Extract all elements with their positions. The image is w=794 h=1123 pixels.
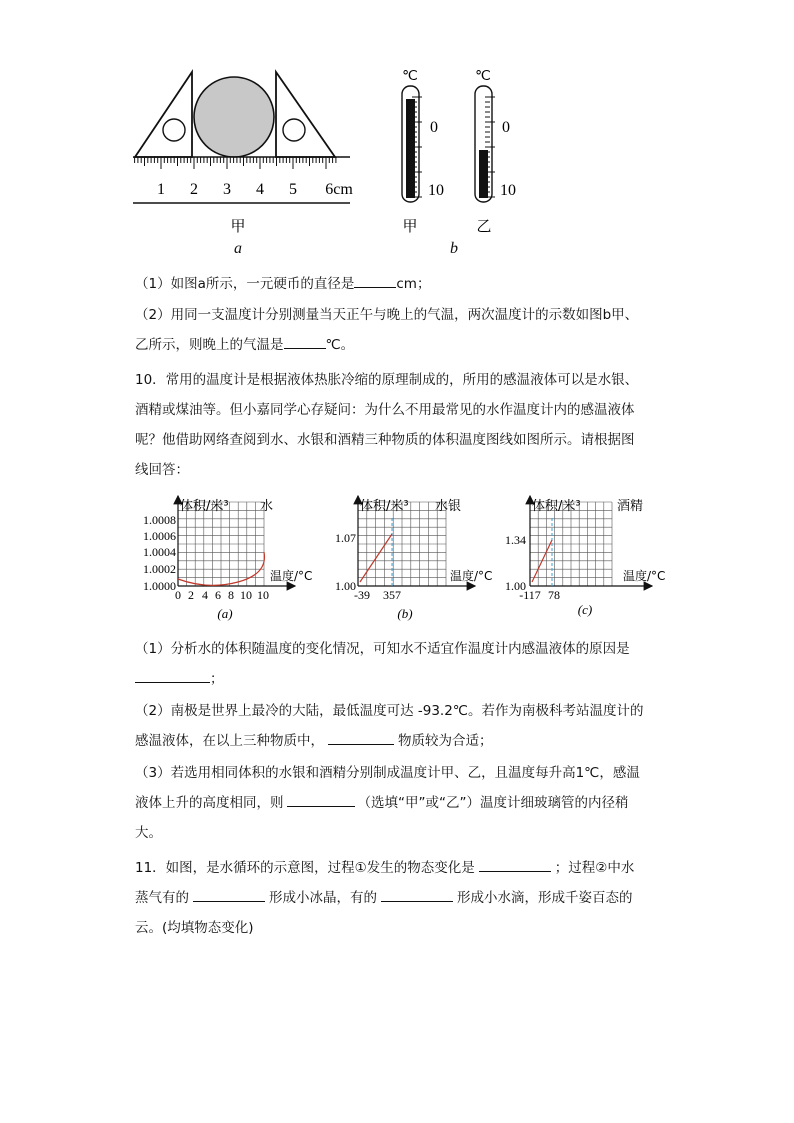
q11-text-2c: 形成小水滴，形成千姿百态的 [457, 890, 633, 906]
water-y-tick-4: 1.0000 [143, 579, 176, 593]
q10-3-text-b: （选填“甲”或“乙”）温度计细玻璃管的内径稍 [357, 795, 629, 811]
water-y-tick-3: 1.0002 [143, 562, 176, 576]
graph-water-caption: (a) [217, 606, 233, 621]
q9-2-blank[interactable] [284, 334, 326, 349]
graph-alcohol-substance: 酒精 [617, 499, 644, 514]
thermometers-figure [390, 64, 540, 260]
q9-1-blank[interactable] [354, 273, 396, 288]
q11-line3: 云。(均填物态变化) [135, 920, 254, 936]
thermo-2-label: 乙 [476, 217, 492, 235]
q10-1-line1: （1）分析水的体积随温度的变化情况，可知水不适宜作温度计内感温液体的原因是 [135, 641, 630, 657]
q10-1 [135, 634, 665, 694]
q9-2-line1: （2）用同一支温度计分别测量当天正午与晚上的气温，两次温度计的示数如图b甲、 [135, 307, 639, 323]
coin [194, 77, 274, 157]
thermo-1-label-10: 10 [428, 182, 444, 199]
water-y-tick-2: 1.0004 [143, 545, 176, 559]
volume-temperature-graphs [130, 490, 675, 625]
q10-line2: 酒精或煤油等。但小嘉同学心存疑问：为什么不用最常见的水作温度计内的感温液体 [135, 402, 635, 418]
graph-alcohol [505, 496, 665, 617]
figure-a-caption: a [234, 240, 242, 257]
q10-2 [135, 696, 665, 756]
graph-water-substance: 水 [260, 499, 274, 514]
q10-3-blank[interactable] [287, 792, 355, 807]
q10-3 [135, 758, 665, 848]
q9-1-unit: cm； [396, 276, 431, 292]
ruler-ticks [135, 157, 336, 169]
q10-line3: 呢？他借助网络查阅到水、水银和酒精三种物质的体积温度图线如图所示。请根据图 [135, 432, 635, 448]
q9-1 [135, 269, 665, 299]
q10-3-line3: 大。 [135, 825, 162, 841]
ruler-number-6cm: 6cm [325, 181, 353, 198]
thermo-2-label-0: 0 [502, 119, 510, 136]
mercury-x-tick-1: 357 [383, 588, 401, 602]
mercury-y-tick-0: 1.07 [335, 531, 356, 545]
graph-water-xlabel: 温度/°C [270, 569, 313, 583]
q9-2-text: 乙所示，则晚上的气温是 [135, 337, 284, 353]
q9-2-line2 [135, 330, 665, 360]
coin-ruler-figure [130, 64, 360, 260]
water-x-tick-2: 4 [202, 588, 208, 602]
q10-intro [135, 365, 665, 485]
water-x-tick-0: 0 [175, 588, 181, 602]
ruler-number-2: 2 [190, 181, 198, 198]
graph-mercury-substance: 水银 [435, 499, 462, 514]
q11-blank-2[interactable] [193, 887, 265, 902]
q10-2-text-b: 物质较为合适； [398, 733, 493, 749]
graph-mercury-caption: (b) [397, 606, 413, 621]
q10-2-line2 [135, 726, 665, 756]
graph-water-ylabel: 体积/米³ [180, 499, 229, 514]
thermo-1-liquid [406, 99, 415, 198]
water-x-tick-4: 8 [228, 588, 234, 602]
q11-line2 [135, 883, 665, 913]
figure-a-sub-label: 甲 [230, 217, 246, 235]
q9-1-text: （1）如图a所示，一元硬币的直径是 [135, 276, 355, 292]
q10-3-line1: （3）若选用相同体积的水银和酒精分别制成温度计甲、乙，且温度每升高1℃，感温 [135, 765, 640, 781]
water-x-tick-1: 2 [188, 588, 194, 602]
mercury-x-tick-0: -39 [354, 588, 370, 602]
water-x-tick-6: 10 [257, 588, 269, 602]
graph-alcohol-xlabel: 温度/°C [623, 569, 666, 583]
ruler-number-3: 3 [223, 181, 231, 198]
q10-2-blank[interactable] [328, 730, 394, 745]
graph-water [143, 496, 312, 621]
ruler-numbers [157, 181, 353, 198]
q11 [135, 853, 665, 943]
ruler-number-5: 5 [289, 181, 297, 198]
thermo-2-ticks [485, 97, 495, 197]
thermo-1-label-0: 0 [430, 119, 438, 136]
alcohol-x-tick-1: 78 [548, 588, 560, 602]
q10-2-text-a: 感温液体，在以上三种物质中， [135, 733, 324, 749]
q9-2 [135, 300, 665, 360]
q11-blank-1[interactable] [479, 857, 551, 872]
ruler-number-1: 1 [157, 181, 165, 198]
graph-mercury-xlabel: 温度/°C [450, 569, 493, 583]
alcohol-y-tick-1: 1.00 [505, 579, 526, 593]
q10-1-line2 [135, 664, 665, 694]
ruler-number-4: 4 [256, 181, 264, 198]
thermo-2-label-10: 10 [500, 182, 516, 199]
q10-line1: 10．常用的温度计是根据液体热胀冷缩的原理制成的，所用的感温液体可以是水银、 [135, 372, 639, 388]
thermo-1-label: 甲 [402, 217, 418, 235]
q10-1-end: ； [210, 671, 224, 687]
right-triangle-hole [283, 119, 305, 141]
q10-3-line2 [135, 788, 665, 818]
q10-1-blank[interactable] [135, 668, 210, 683]
alcohol-x-tick-0: -117 [519, 588, 541, 602]
q10-line4: 线回答： [135, 462, 189, 478]
right-set-square [276, 72, 335, 157]
q9-2-unit: ℃。 [325, 337, 355, 353]
alcohol-y-tick-0: 1.34 [505, 533, 526, 547]
graph-mercury-ylabel: 体积/米³ [360, 499, 409, 514]
q10-2-line1: （2）南极是世界上最冷的大陆，最低温度可达 -93.2℃。若作为南极科考站温度计的 [135, 703, 644, 719]
left-triangle-hole [163, 119, 185, 141]
q11-text-1b: ；过程②中水 [554, 860, 635, 876]
graph-alcohol-caption: (c) [577, 602, 593, 617]
mercury-line [360, 534, 392, 582]
water-y-tick-0: 1.0008 [143, 513, 176, 527]
thermo-2-unit: ℃ [475, 69, 491, 84]
mercury-y-tick-1: 1.00 [335, 579, 356, 593]
thermo-1-ticks [412, 97, 422, 197]
water-x-tick-3: 6 [215, 588, 221, 602]
q11-text-2b: 形成小冰晶，有的 [269, 890, 377, 906]
q11-text-1a: 11．如图，是水循环的示意图，过程①发生的物态变化是 [135, 860, 475, 876]
figure-b-caption: b [450, 240, 458, 257]
left-set-square [135, 72, 192, 157]
q11-blank-3[interactable] [381, 887, 453, 902]
graph-mercury [335, 496, 492, 621]
thermo-1-unit: ℃ [402, 69, 418, 84]
graph-alcohol-ylabel: 体积/米³ [532, 499, 581, 514]
q10-3-text-a: 液体上升的高度相同，则 [135, 795, 284, 811]
water-y-tick-1: 1.0006 [143, 529, 176, 543]
q11-line1 [135, 853, 665, 883]
water-x-tick-5: 10 [240, 588, 252, 602]
q11-text-2a: 蒸气有的 [135, 890, 189, 906]
